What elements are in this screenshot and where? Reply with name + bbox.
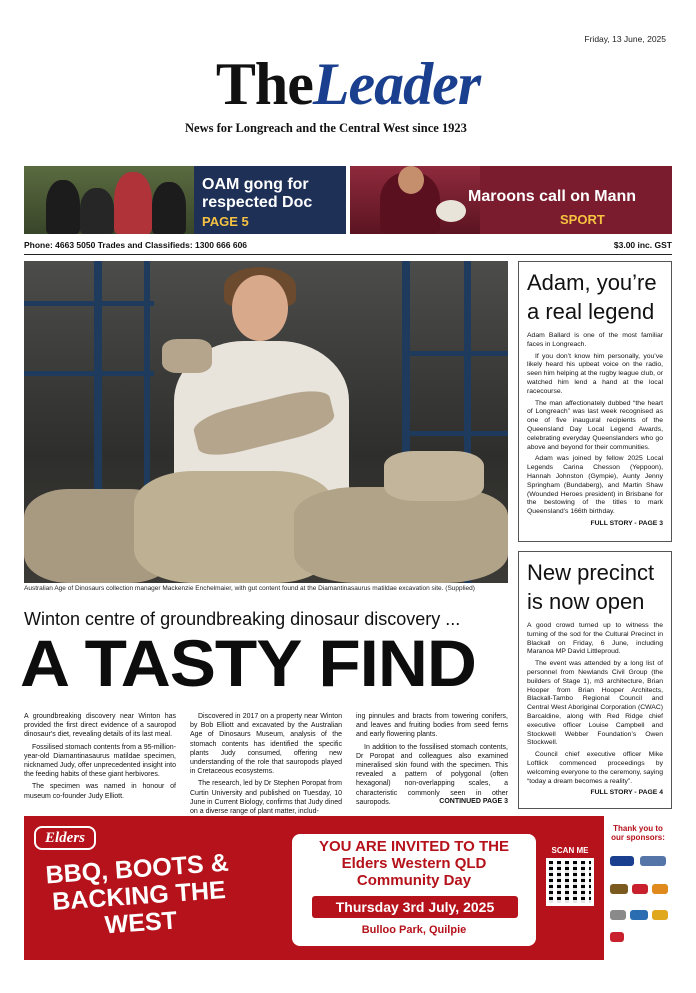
sponsor-logo-icon	[630, 910, 648, 920]
continued-link[interactable]: CONTINUED PAGE 3	[439, 798, 508, 805]
full-story-link[interactable]: FULL STORY - PAGE 3	[590, 519, 663, 527]
paragraph: Adam Ballard is one of the most familiar faces in Longreach.	[527, 332, 663, 348]
sidebar-headline: Adam, you’re a real legend	[527, 270, 657, 324]
sponsor-logo-icon	[632, 884, 648, 894]
story-kicker: Winton centre of groundbreaking dinosaur discovery ...	[24, 609, 461, 629]
sponsor-logo-icon	[652, 884, 668, 894]
story-column-1	[24, 712, 176, 804]
sponsor-logo-icon	[610, 856, 634, 866]
event-date: Thursday 3rd July, 2025	[312, 896, 518, 918]
sidebar-body	[527, 332, 663, 517]
promo-maroons[interactable]	[350, 166, 672, 234]
sponsor-logo-icon	[610, 884, 628, 894]
promo-section: SPORT	[560, 212, 605, 227]
elders-logo: Elders	[34, 826, 96, 850]
sponsor-logo-icon	[652, 910, 668, 920]
paragraph: Fossilised stomach contents from a 95-million-year-old Diamantinasaurus matildae specimen, nicknamed Judy, offer unprecedented insight into the feeding habits of these giant herbivores.	[24, 743, 176, 779]
masthead	[0, 51, 696, 135]
invite-text	[299, 838, 529, 889]
cover-price: $3.00 inc. GST	[613, 240, 672, 250]
story-column-2	[190, 712, 342, 819]
invite-line-1: YOU ARE INVITED TO THE	[318, 838, 510, 855]
divider	[24, 254, 672, 255]
lead-headline[interactable]: A TASTY FIND	[20, 626, 476, 700]
paragraph: The specimen was named in honour of museum co-founder Judy Elliott.	[24, 783, 176, 800]
ad-slogan: BBQ, BOOTS & BACKING THE WEST	[44, 848, 230, 940]
sidebar-story-precinct[interactable]	[518, 551, 672, 809]
paragraph: In addition to the fossilised stomach contents, Dr Poropat and colleagues also examined mineralised skin found with the specimen. This revealed a pattern of polygonal (often hexagonal) non-overlapping scales, a characteristic commonly seen in other sauropods.	[356, 743, 508, 806]
date-line: Friday, 13 June, 2025	[584, 34, 666, 44]
full-story-link[interactable]: FULL STORY - PAGE 4	[590, 789, 663, 797]
photo-caption: Australian Age of Dinosaurs collection manager Mackenzie Enchelmaier, with gut content found at the Diamantinasaurus matildae excavation site. (Supplied)	[24, 585, 475, 592]
promo-page: PAGE 5	[202, 214, 249, 229]
qr-code-icon[interactable]	[546, 858, 594, 906]
sponsor-logo-icon	[640, 856, 666, 866]
newspaper-logo[interactable]	[0, 52, 696, 116]
paragraph: The man affectionately dubbed “the heart of Longreach” was last week recognised as one of five inaugural recipients of the Queensland Day Local Legend Awards, celebrating everyday Queenslanders who go above and beyond for their communities.	[527, 399, 663, 451]
promo-title: OAM gong for respected Doc	[202, 176, 313, 211]
paragraph: The research, led by Dr Stephen Poropat from Curtin University and published on Tuesday, 10 June in Current Biology, confirms that Judy dined on a diverse range of plant matter, includ-	[190, 780, 343, 816]
paragraph: If you don’t know him personally, you’ve likely heard his upbeat voice on the radio, seen him helping at the rugby league club, or watched him lend a hand at the local racecourse.	[527, 352, 663, 395]
sponsor-logo-icon	[610, 932, 624, 942]
player-photo	[350, 166, 480, 234]
story-column-3	[356, 712, 508, 810]
sidebar-story-legend[interactable]	[518, 261, 672, 542]
lead-photo[interactable]	[24, 261, 508, 583]
paragraph: Adam was joined by fellow 2025 Local Legends Carina Chesson (Yeppoon), Hannah Johnston (Gympie), Aunty Jenny Springham (Bundaberg), and Martin Shaw (Wounded Heroes president) in Brisbane for the bestowing of the titles to mark Queensland’s 166th birthday.	[527, 455, 663, 516]
promo-title: Maroons call on Mann	[468, 188, 637, 205]
invite-line-2: Elders Western QLD Community Day	[341, 855, 487, 889]
sidebar-headline: New precinct is now open	[527, 560, 655, 614]
promo-oam[interactable]	[24, 166, 346, 234]
paragraph: Discovered in 2017 on a property near Winton by Bob Elliott and excavated by the Australian Age of Dinosaurs Museum, analysis of the stomach contents has identified the specific plants Judy consumed, offering new understanding of the role that sauropods played in Cretaceous ecosystems.	[190, 713, 342, 776]
phone-numbers: Phone: 4663 5050 Trades and Classifieds: 1300 666 606	[24, 240, 248, 250]
paragraph: A groundbreaking discovery near Winton has provided the first direct evidence of a sauropod dinosaur's diet, revealing details of its last meal.	[24, 713, 176, 739]
graduates-photo	[24, 166, 194, 234]
event-venue: Bulloo Park, Quilpie	[361, 924, 467, 936]
logo-the: The	[215, 51, 313, 117]
sidebar-body	[527, 622, 663, 786]
paragraph: A good crowd turned up to witness the turning of the sod for the Cultural Precinct in Blackall on Friday, 6 June, including Maranoa MP David Littleproud.	[527, 622, 663, 656]
paragraph: ing pinnules and bracts from towering conifers, and leaves and fruiting bodies from seed ferns and early flowering plants.	[356, 713, 508, 739]
tagline: News for Longreach and the Central West since 1923	[185, 121, 467, 135]
logo-leader: Leader	[312, 51, 481, 117]
sponsor-logo-icon	[610, 910, 626, 920]
sponsors-heading: Thank you to our sponsors:	[611, 824, 665, 842]
scan-label: SCAN ME	[551, 846, 589, 855]
paragraph: Council chief executive officer Mike Loftlick commenced proceedings by welcoming everyone to the ceremony, saying “today a dream becomes a reality”.	[527, 751, 663, 785]
elders-advertisement[interactable]	[24, 816, 672, 960]
paragraph: The event was attended by a long list of personnel from Newlands Civil Group (the builders of Stage 1), m3 architecture, Brian Hooper from Brian Hooper Architects, Blackall-Tambo Regional Council and Central West Aboriginal Corporation (CWAC) Barcaldine, along with Red Ridge chief executive officer Louise Campbell and Stockwell Webber Foundation’s Owen Stockwell.	[527, 660, 663, 747]
